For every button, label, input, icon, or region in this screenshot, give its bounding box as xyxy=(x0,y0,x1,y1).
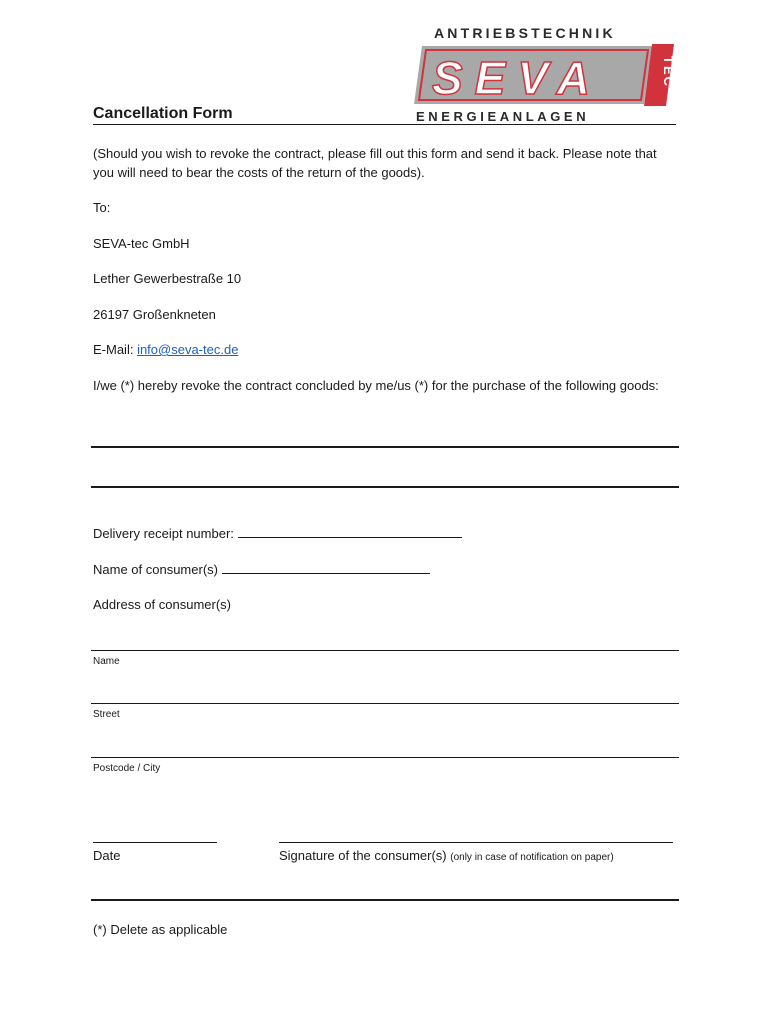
address-street-label: Street xyxy=(93,709,120,720)
email-line xyxy=(93,340,238,359)
intro-paragraph: (Should you wish to revoke the contract, please fill out this form and send it back. Please note that you will need to bear the costs of the return of the goods). xyxy=(93,146,657,180)
title-divider xyxy=(93,124,676,125)
address-name-label: Name xyxy=(93,656,120,667)
address-city-label: Postcode / City xyxy=(93,763,161,774)
logo-top-text: ANTRIEBSTECHNIK xyxy=(434,25,616,41)
logo-bottom-text: ENERGIEANLAGEN xyxy=(416,109,590,124)
consumer-address-label: Address of consumer(s) xyxy=(93,597,231,612)
delivery-receipt-label: Delivery receipt number: xyxy=(93,526,238,541)
to-label: To: xyxy=(93,200,111,215)
email-link[interactable]: info@seva-tec.de xyxy=(137,342,239,357)
consumer-name-field[interactable] xyxy=(222,561,430,574)
footnote: (*) Delete as applicable xyxy=(93,922,228,937)
company-street: Lether Gewerbestraße 10 xyxy=(93,271,242,286)
date-label: Date xyxy=(93,848,121,863)
goods-line-2[interactable] xyxy=(91,486,679,488)
signature-row xyxy=(279,846,614,867)
address-city-line[interactable] xyxy=(91,757,679,758)
address-name-line[interactable] xyxy=(91,650,679,651)
company-name: SEVA-tec GmbH xyxy=(93,236,190,251)
delivery-receipt-row xyxy=(93,524,462,543)
date-field[interactable] xyxy=(93,842,217,843)
revoke-statement: I/we (*) hereby revoke the contract concluded by me/us (*) for the purchase of the following goods: xyxy=(93,378,659,393)
footer-divider xyxy=(91,899,679,901)
consumer-name-row xyxy=(93,560,430,579)
signature-note: (only in case of notification on paper) xyxy=(450,852,614,863)
signature-label: Signature of the consumer(s) xyxy=(279,848,451,863)
address-street-line[interactable] xyxy=(91,703,679,704)
signature-field[interactable] xyxy=(279,842,673,843)
delivery-receipt-field[interactable] xyxy=(238,525,462,538)
form-title: Cancellation Form xyxy=(93,105,233,122)
consumer-name-label: Name of consumer(s) xyxy=(93,562,222,577)
seva-tec-logo xyxy=(412,24,678,124)
logo-side-text: TEC xyxy=(661,56,676,88)
goods-line-1[interactable] xyxy=(91,446,679,448)
email-label: E-Mail: xyxy=(93,342,138,357)
company-city: 26197 Großenkneten xyxy=(93,307,216,322)
logo-main-text: SEVA xyxy=(432,52,602,104)
